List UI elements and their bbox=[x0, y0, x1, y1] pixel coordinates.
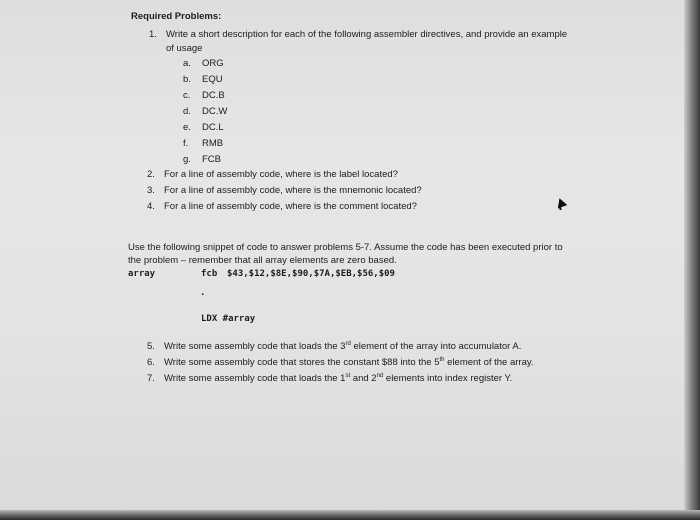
list-item-letter: a. bbox=[183, 58, 191, 69]
code-operands: $43,$12,$8E,$90,$7A,$EB,$56,$09 bbox=[227, 269, 395, 279]
question-text: Write some assembly code that stores the constant $88 into the 5th element of the array. bbox=[164, 357, 534, 368]
code-label: array bbox=[128, 269, 156, 279]
question-text: For a line of assembly code, where is the comment located? bbox=[164, 201, 417, 212]
question-number: 4. bbox=[147, 201, 155, 212]
question-text: For a line of assembly code, where is the mnemonic located? bbox=[164, 185, 422, 196]
list-item-letter: b. bbox=[183, 74, 191, 85]
monitor-bezel-bottom bbox=[0, 510, 700, 520]
question-number: 5. bbox=[147, 341, 155, 352]
question-text: Write some assembly code that loads the 3rd element of the array into accumulator A. bbox=[164, 341, 522, 352]
list-item-letter: g. bbox=[183, 154, 191, 165]
list-item-letter: d. bbox=[183, 106, 191, 117]
snippet-intro-cont: the problem – remember that all array elements are zero based. bbox=[128, 255, 397, 266]
question-1-number: 1. bbox=[149, 29, 157, 40]
question-1-text: Write a short description for each of the following assembler directives, and provide an example bbox=[166, 29, 568, 40]
snippet-intro: Use the following snippet of code to answer problems 5-7. Assume the code has been executed prior to bbox=[128, 242, 563, 253]
question-number: 3. bbox=[147, 185, 155, 196]
question-text: Write some assembly code that loads the 1st and 2nd elements into index register Y. bbox=[164, 373, 513, 384]
code-directive: fcb bbox=[201, 269, 218, 279]
list-item: ORG bbox=[202, 58, 224, 69]
list-item-letter: e. bbox=[183, 122, 191, 133]
list-item: FCB bbox=[202, 154, 221, 165]
list-item-letter: c. bbox=[183, 90, 191, 101]
list-item: DC.B bbox=[202, 90, 225, 101]
question-number: 7. bbox=[147, 373, 155, 384]
question-number: 6. bbox=[147, 357, 155, 368]
list-item-letter: f. bbox=[183, 138, 189, 149]
heading: Required Problems: bbox=[131, 11, 222, 22]
question-number: 2. bbox=[147, 169, 155, 180]
list-item: DC.L bbox=[202, 122, 224, 133]
list-item: DC.W bbox=[202, 106, 228, 117]
code-dot: . bbox=[200, 288, 206, 298]
list-item: EQU bbox=[202, 74, 223, 85]
question-1-text-cont: of usage bbox=[166, 43, 203, 54]
question-text: For a line of assembly code, where is the label located? bbox=[164, 169, 398, 180]
list-item: RMB bbox=[202, 138, 224, 149]
monitor-bezel-right bbox=[684, 0, 700, 520]
code-ldx: LDX #array bbox=[201, 314, 256, 324]
